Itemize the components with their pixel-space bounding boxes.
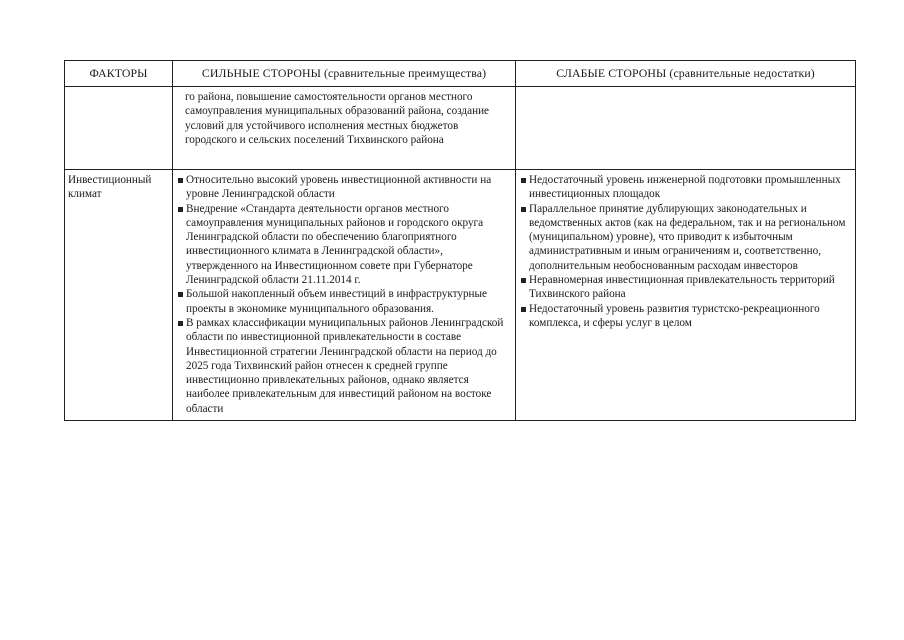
weaknesses-cell: [516, 170, 856, 421]
weakness-item: Неравномерная инвестиционная привлекательность территорий Тихвинского района: [520, 273, 851, 302]
strength-item: В рамках классификации муниципальных районов Ленинградской области по инвестиционной привлекательности в составе Инвестиционной стратегии Ленинградской области на период до 2025 года Тихвинский район отнесен к средней группе инвестиционно привлекательных районов, однако является наиболее привлекательным для инвестиций районом на востоке области: [177, 316, 511, 416]
strengths-cell: [173, 170, 516, 421]
weakness-item: Недостаточный уровень развития туристско-рекреационного комплекса, и сферы услуг в целом: [520, 302, 851, 331]
table-header-row: [65, 61, 856, 87]
continuation-factor-cell: [65, 87, 173, 170]
table-row-investment-climate: [65, 170, 856, 421]
factor-cell: [65, 170, 173, 421]
table-row-continuation: [65, 87, 856, 170]
strengths-list: [173, 170, 515, 420]
weaknesses-list: [516, 170, 855, 334]
header-strengths: СИЛЬНЫЕ СТОРОНЫ (сравнительные преимущества): [173, 61, 516, 87]
header-factors: ФАКТОРЫ: [65, 61, 173, 87]
continuation-weaknesses-cell: [516, 87, 856, 170]
strength-item: Относительно высокий уровень инвестиционной активности на уровне Ленинградской области: [177, 173, 511, 202]
swot-table: [64, 60, 856, 421]
weakness-item: Недостаточный уровень инженерной подготовки промышленных инвестиционных площадок: [520, 173, 851, 202]
factor-name: Инвестиционный климат: [68, 174, 152, 201]
continuation-strengths-cell: [173, 87, 516, 170]
strength-item: Внедрение «Стандарта деятельности органов местного самоуправления муниципальных районов и городского округа Ленинградской области по обеспечению благоприятного инвестиционного климата в Ленинградской области», утвержденного на Инвестиционном совете при Губернаторе Ленинградской области 21.11.2014 г.: [177, 202, 511, 288]
continuation-text: го района, повышение самостоятельности органов местного самоуправления муниципальных образований района, создание условий для устойчивого исполнения местных бюджетов городского и сельских поселений Тихвинского района: [185, 91, 490, 146]
strength-item: Большой накопленный объем инвестиций в инфраструктурные проекты в экономике муниципального образования.: [177, 287, 511, 316]
weakness-item: Параллельное принятие дублирующих законодательных и ведомственных актов (как на федеральном, так и на региональном (муниципальном) уровне), что приводит к избыточным административным и иным ограничениям и, соответственно, дополнительным необоснованным расходам инвесторов: [520, 202, 851, 273]
header-weaknesses: СЛАБЫЕ СТОРОНЫ (сравнительные недостатки): [516, 61, 856, 87]
